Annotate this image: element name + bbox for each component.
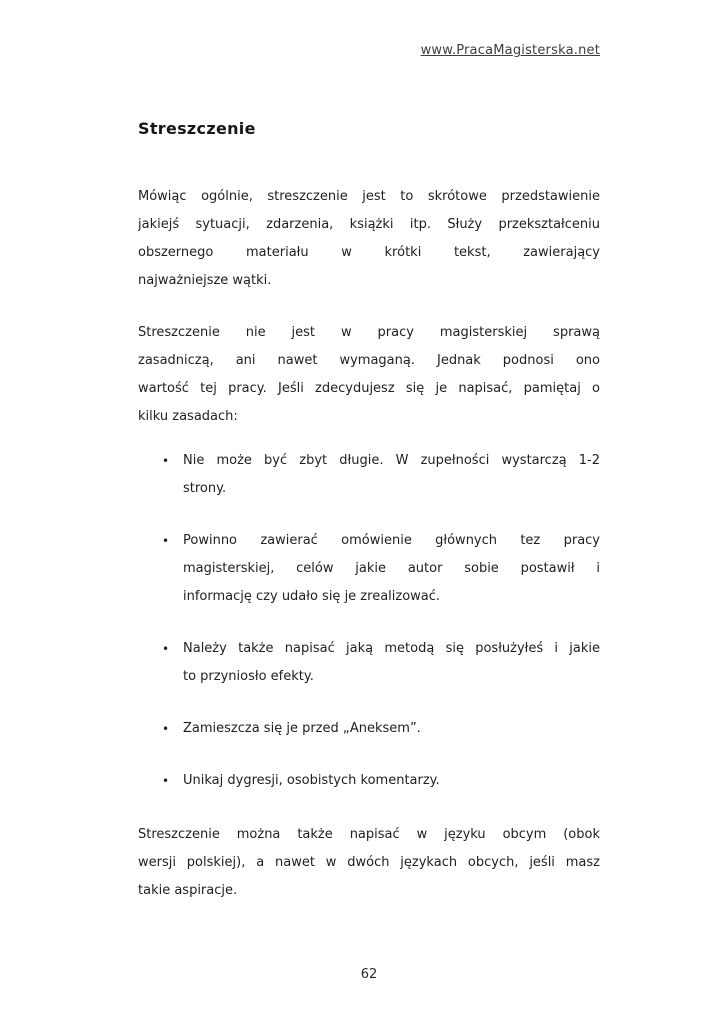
text-line: Streszczenie nie jest w pracy magisterskiej sprawą [138, 325, 600, 340]
list-item-text [183, 635, 600, 691]
bullet-icon: • [162, 454, 170, 468]
list-item-text [183, 447, 600, 503]
text-line: jakiejś sytuacji, zdarzenia, książki itp. Służy przekształceniu [138, 217, 600, 232]
text-line: zasadniczą, ani nawet wymaganą. Jednak podnosi ono [138, 353, 600, 368]
header-url-link[interactable]: www.PracaMagisterska.net [420, 43, 600, 58]
list-item-length [162, 447, 600, 503]
text-line: kilku zasadach: [138, 409, 238, 424]
text-line: wartość tej pracy. Jeśli zdecydujesz się je napisać, pamiętaj o [138, 381, 600, 396]
paragraph-rules-intro [138, 319, 600, 431]
page-content [138, 0, 600, 905]
list-item-content [162, 527, 600, 611]
list-item-method [162, 635, 600, 691]
text-line: najważniejsze wątki. [138, 273, 272, 288]
text-line: Należy także napisać jaką metodą się posłużyłeś i jakie [183, 641, 600, 656]
list-item-text [183, 767, 600, 795]
bullet-icon: • [162, 722, 170, 736]
page-number: 62 [360, 967, 378, 982]
text-line: Zamieszcza się je przed „Aneksem”. [183, 721, 421, 736]
page-title: Streszczenie [138, 119, 256, 138]
list-item-text [183, 527, 600, 611]
text-line: magisterskiej, celów jakie autor sobie postawił i [183, 561, 600, 576]
text-line: Unikaj dygresji, osobistych komentarzy. [183, 773, 440, 788]
page-header [138, 0, 600, 59]
paragraph-intro [138, 183, 600, 295]
list-item-style [162, 767, 600, 795]
text-line: to przyniosło efekty. [183, 669, 314, 684]
bullet-icon: • [162, 774, 170, 788]
text-line: takie aspiracje. [138, 883, 238, 898]
text-line: obszernego materiału w krótki tekst, zawierający [138, 245, 600, 260]
bullet-icon: • [162, 642, 170, 656]
text-line: Mówiąc ogólnie, streszczenie jest to skrótowe przedstawienie [138, 189, 600, 204]
text-line: informację czy udało się je zrealizować. [183, 589, 441, 604]
paragraph-foreign-language [138, 821, 600, 905]
list-item-text [183, 715, 600, 743]
bullet-icon: • [162, 534, 170, 548]
text-line: wersji polskiej), a nawet w dwóch językach obcych, jeśli masz [138, 855, 600, 870]
text-line: Streszczenie można także napisać w języku obcym (obok [138, 827, 600, 842]
text-line: Powinno zawierać omówienie głównych tez pracy [183, 533, 600, 548]
text-line: Nie może być zbyt długie. W zupełności wystarczą 1-2 [183, 453, 600, 468]
bullet-list [138, 447, 600, 795]
text-line: strony. [183, 481, 227, 496]
list-item-placement [162, 715, 600, 743]
